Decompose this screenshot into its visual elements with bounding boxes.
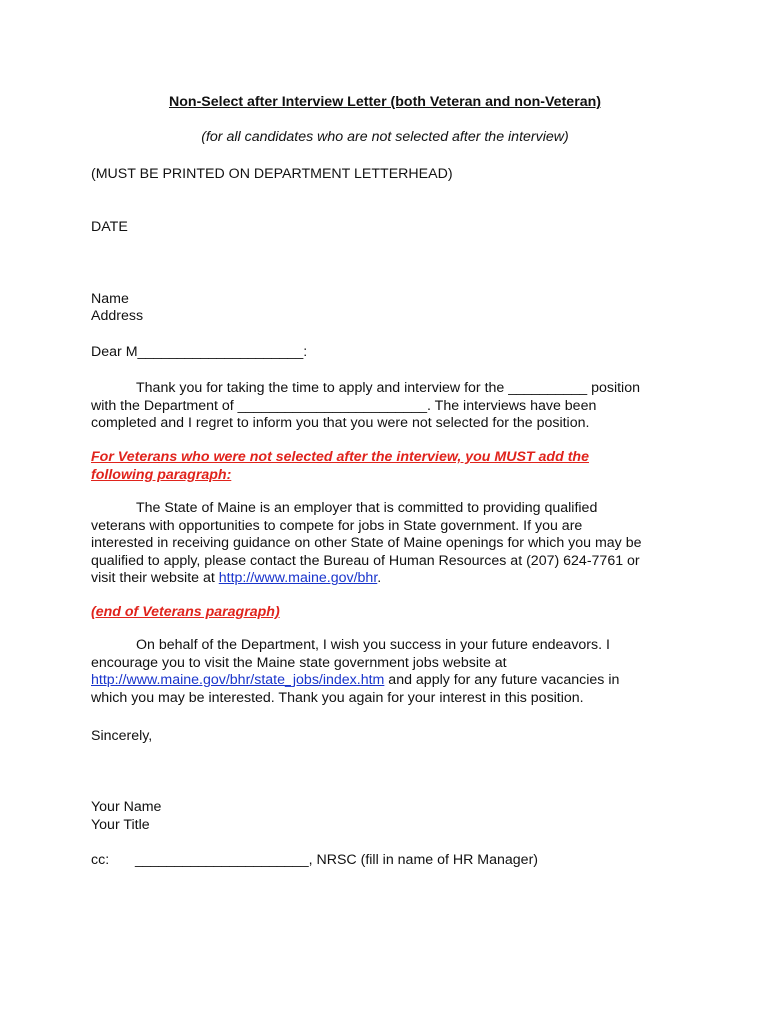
paragraph-line: The State of Maine is an employer that is committed to providing qualified xyxy=(136,500,598,516)
sign-off: Sincerely, xyxy=(91,728,153,744)
instruction-line: following paragraph: xyxy=(91,466,232,483)
paragraph-line-with-link xyxy=(91,672,691,690)
end-veterans-text: (end of Veterans paragraph) xyxy=(91,604,280,620)
instruction-line: For Veterans who were not selected after the interview, you MUST add the xyxy=(91,449,589,465)
paragraph-line: veterans with opportunities to compete for jobs in State government. If you are xyxy=(91,517,583,534)
recipient-name: Name xyxy=(91,291,129,307)
link-suffix: . xyxy=(377,570,382,587)
veterans-instruction xyxy=(91,449,691,484)
paragraph-line: completed and I regret to inform you that you were not selected for the position. xyxy=(91,415,590,432)
link-suffix: and apply for any future vacancies in xyxy=(384,672,620,689)
paragraph-line: with the Department of ________________________. The interviews have been xyxy=(91,397,597,414)
paragraph-closing xyxy=(91,637,691,707)
cc-label: cc: xyxy=(91,852,110,868)
paragraph-line: On behalf of the Department, I wish you success in your future endeavors. I xyxy=(136,637,610,653)
signer-name: Your Name xyxy=(91,799,162,815)
paragraph-line: encourage you to visit the Maine state government jobs website at xyxy=(91,654,507,671)
paragraph-line-with-link xyxy=(91,570,691,588)
paragraph-veterans xyxy=(91,500,691,588)
signer-title: Your Title xyxy=(91,817,150,833)
paragraph-line: which you may be interested. Thank you again for your interest in this position. xyxy=(91,689,584,706)
end-veterans-marker xyxy=(91,604,691,622)
salutation: Dear M_____________________: xyxy=(91,344,308,360)
paragraph-rejection xyxy=(91,380,691,433)
date-placeholder: DATE xyxy=(91,219,128,235)
paragraph-line: interested in receiving guidance on other State of Maine openings for which you may be xyxy=(91,535,642,552)
paragraph-line: Thank you for taking the time to apply and interview for the __________ position xyxy=(136,380,640,396)
letter-subtitle: (for all candidates who are not selected after the interview) xyxy=(201,129,569,145)
letter-title: Non-Select after Interview Letter (both Veteran and non-Veteran) xyxy=(168,94,601,110)
link-prefix: visit their website at xyxy=(91,570,219,587)
bhr-website-link[interactable]: http://www.maine.gov/bhr xyxy=(218,570,378,587)
paragraph-line: qualified to apply, please contact the Bureau of Human Resources at (207) 624-7761 or xyxy=(91,552,640,569)
cc-recipient: ______________________, NRSC (fill in name of HR Manager) xyxy=(135,852,539,868)
recipient-address: Address xyxy=(91,308,144,324)
state-jobs-link[interactable]: http://www.maine.gov/bhr/state_jobs/index.htm xyxy=(91,672,385,689)
print-note: (MUST BE PRINTED ON DEPARTMENT LETTERHEAD) xyxy=(91,166,453,182)
